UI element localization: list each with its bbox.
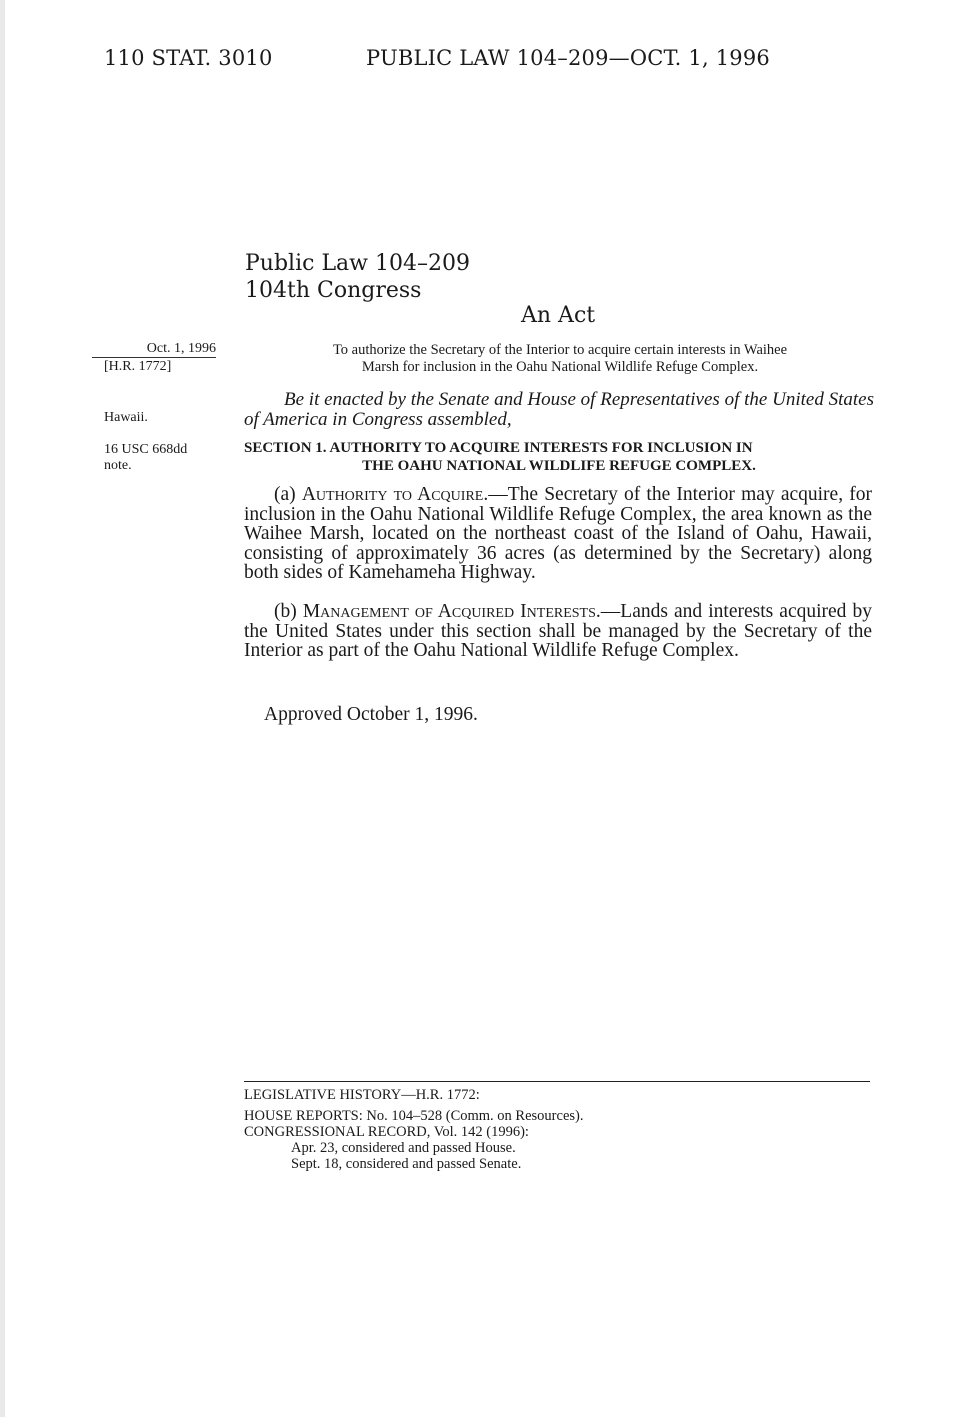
congressional-record: CONGRESSIONAL RECORD, Vol. 142 (1996):: [244, 1124, 529, 1140]
page-binding-edge: [0, 0, 5, 1417]
law-title-block: [245, 250, 470, 304]
usc-citation: 16 USC 668dd: [104, 442, 188, 457]
margin-date: Oct. 1, 1996: [146, 341, 216, 356]
margin-state-note: Hawaii.: [104, 410, 148, 425]
section-heading-line: THE OAHU NATIONAL WILDLIFE REFUGE COMPLEX.: [362, 458, 756, 474]
subsection-b-heading: Management of Acquired Interests.: [302, 601, 601, 622]
statute-page-number: 110 STAT. 3010: [104, 46, 273, 70]
approval-date: Approved October 1, 1996.: [264, 704, 478, 725]
subsection-a-label: (a): [274, 484, 302, 505]
subsection-b-text: —Lands and interests acquired by the United States under this section shall be managed by the Secretary of the Interior as part of the Oahu National Wildlife Refuge Complex.: [244, 601, 873, 661]
purpose-line: To authorize the Secretary of the Interior to acquire certain interests in Waihee: [332, 342, 788, 358]
house-reports: HOUSE REPORTS: No. 104–528 (Comm. on Resources).: [244, 1108, 584, 1124]
history-entry: Apr. 23, considered and passed House.: [291, 1140, 516, 1156]
an-act-heading: An Act: [521, 303, 596, 328]
enacting-clause: Be it enacted by the Senate and House of Representatives of the United States of America in Congress assembled,: [244, 389, 874, 430]
running-title: PUBLIC LAW 104–209—OCT. 1, 1996: [366, 46, 770, 70]
subsection-a-text: —The Secretary of the Interior may acquire, for inclusion in the Oahu National Wildlife Refuge Complex, the area known as the Waihee Marsh, located on the northeast coast of the Island of Oahu, Hawaii, consisting of approximately 36 acres (as determined by the Secretary) along both sides of Kamehameha Highway.: [244, 484, 872, 583]
legislative-history: [244, 1081, 870, 1172]
usc-note-label: note.: [104, 458, 132, 473]
section-1-heading: [244, 439, 874, 475]
history-title: LEGISLATIVE HISTORY—H.R. 1772:: [244, 1087, 480, 1103]
congress-number: 104th Congress: [245, 278, 422, 303]
bill-number-text: [H.R. 1772]: [104, 359, 172, 374]
subsection-b-label: (b): [274, 601, 303, 622]
margin-bill-number: [92, 357, 216, 375]
subsection-b: [244, 602, 872, 661]
history-entry: Sept. 18, considered and passed Senate.: [291, 1156, 522, 1172]
purpose-line: Marsh for inclusion in the Oahu National Wildlife Refuge Complex.: [361, 359, 759, 375]
margin-usc-note: [104, 442, 216, 474]
section-heading-line: SECTION 1. AUTHORITY TO ACQUIRE INTERESTS FOR INCLUSION IN: [244, 440, 753, 456]
subsection-a-heading: Authority to Acquire.: [301, 484, 489, 505]
act-purpose: [246, 342, 874, 376]
law-number: Public Law 104–209: [245, 251, 470, 276]
subsection-a: [244, 485, 872, 583]
